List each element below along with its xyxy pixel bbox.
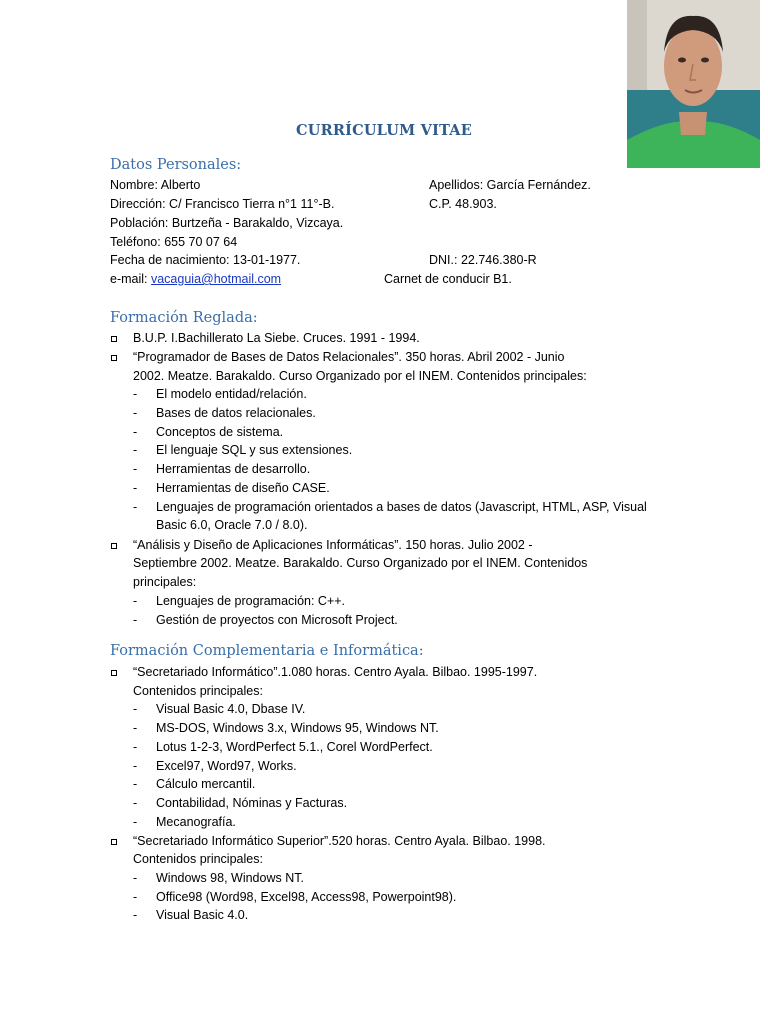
formal-course1-line1: “Programador de Bases de Datos Relacionales”. 350 horas. Abril 2002 - Junio <box>133 350 565 364</box>
dash-marker: - <box>133 740 138 754</box>
dash-marker: - <box>133 702 138 716</box>
formal-course1-line2: 2002. Meatze. Barakaldo. Curso Organizado por el INEM. Contenidos principales: <box>133 369 587 383</box>
list-item-continuation: Basic 6.0, Oracle 7.0 / 8.0). <box>156 518 308 532</box>
list-item: Visual Basic 4.0. <box>156 908 249 922</box>
dash-marker: - <box>133 890 138 904</box>
email-label: e-mail: <box>110 272 151 286</box>
list-item: MS-DOS, Windows 3.x, Windows 95, Windows NT. <box>156 721 439 735</box>
dash-marker: - <box>133 908 138 922</box>
dash-marker: - <box>133 759 138 773</box>
dash-marker: - <box>133 796 138 810</box>
dash-marker: - <box>133 425 138 439</box>
dash-marker: - <box>133 613 138 627</box>
personal-apellidos: Apellidos: García Fernández. <box>429 178 591 192</box>
email-link[interactable]: vacaguia@hotmail.com <box>150 272 282 286</box>
personal-email-row <box>110 270 281 289</box>
list-item: Conceptos de sistema. <box>156 425 284 439</box>
personal-carnet: Carnet de conducir B1. <box>384 272 512 286</box>
personal-telefono: Teléfono: 655 70 07 64 <box>110 235 238 249</box>
list-item: Gestión de proyectos con Microsoft Project. <box>156 613 398 627</box>
dash-marker: - <box>133 815 138 829</box>
personal-cp: C.P. 48.903. <box>429 197 497 211</box>
list-item: Windows 98, Windows NT. <box>156 871 304 885</box>
square-bullet-icon <box>111 355 117 361</box>
personal-poblacion: Población: Burtzeña - Barakaldo, Vizcaya. <box>110 216 344 230</box>
list-item: El modelo entidad/relación. <box>156 387 307 401</box>
dash-marker: - <box>133 443 138 457</box>
list-item: Lenguajes de programación orientados a bases de datos (Javascript, HTML, ASP, Visual <box>156 500 647 514</box>
formal-bup: B.U.P. I.Bachillerato La Siebe. Cruces. 1991 - 1994. <box>133 331 420 345</box>
comp-course2-line1: “Secretariado Informático Superior”.520 horas. Centro Ayala. Bilbao. 1998. <box>133 834 546 848</box>
personal-nombre: Nombre: Alberto <box>110 178 201 192</box>
list-item: Office98 (Word98, Excel98, Access98, Powerpoint98). <box>156 890 457 904</box>
square-bullet-icon <box>111 670 117 676</box>
formal-course2-line1: “Análisis y Diseño de Aplicaciones Informáticas”. 150 horas. Julio 2002 - <box>133 538 533 552</box>
formal-course2-line3: principales: <box>133 575 197 589</box>
list-item: Cálculo mercantil. <box>156 777 256 791</box>
section-formal-heading: Formación Reglada: <box>110 310 258 326</box>
formal-course2-line2: Septiembre 2002. Meatze. Barakaldo. Curso Organizado por el INEM. Contenidos <box>133 556 588 570</box>
list-item: Contabilidad, Nóminas y Facturas. <box>156 796 348 810</box>
square-bullet-icon <box>111 839 117 845</box>
personal-dni: DNI.: 22.746.380-R <box>429 253 537 267</box>
list-item: Lenguajes de programación: C++. <box>156 594 346 608</box>
list-item: Herramientas de desarrollo. <box>156 462 311 476</box>
dash-marker: - <box>133 387 138 401</box>
list-item: Visual Basic 4.0, Dbase IV. <box>156 702 306 716</box>
list-item: Mecanografía. <box>156 815 236 829</box>
list-item: Herramientas de diseño CASE. <box>156 481 330 495</box>
list-item: Lotus 1-2-3, WordPerfect 5.1., Corel WordPerfect. <box>156 740 433 754</box>
list-item: Excel97, Word97, Works. <box>156 759 297 773</box>
comp-course1-line1: “Secretariado Informático”.1.080 horas. Centro Ayala. Bilbao. 1995-1997. <box>133 665 538 679</box>
page-title: CURRÍCULUM VITAE <box>296 122 472 139</box>
profile-photo <box>627 0 760 168</box>
section-personal-heading: Datos Personales: <box>110 157 242 173</box>
comp-course1-line2: Contenidos principales: <box>133 684 263 698</box>
dash-marker: - <box>133 871 138 885</box>
dash-marker: - <box>133 721 138 735</box>
personal-direccion: Dirección: C/ Francisco Tierra n°1 11°-B. <box>110 197 335 211</box>
dash-marker: - <box>133 462 138 476</box>
portrait-image <box>627 0 760 168</box>
dash-marker: - <box>133 594 138 608</box>
dash-marker: - <box>133 481 138 495</box>
section-complementary-heading: Formación Complementaria e Informática: <box>110 643 424 659</box>
dash-marker: - <box>133 777 138 791</box>
square-bullet-icon <box>111 543 117 549</box>
dash-marker: - <box>133 406 138 420</box>
list-item: El lenguaje SQL y sus extensiones. <box>156 443 353 457</box>
dash-marker: - <box>133 500 138 514</box>
personal-nacimiento: Fecha de nacimiento: 13-01-1977. <box>110 253 301 267</box>
list-item: Bases de datos relacionales. <box>156 406 316 420</box>
square-bullet-icon <box>111 336 117 342</box>
comp-course2-line2: Contenidos principales: <box>133 852 263 866</box>
